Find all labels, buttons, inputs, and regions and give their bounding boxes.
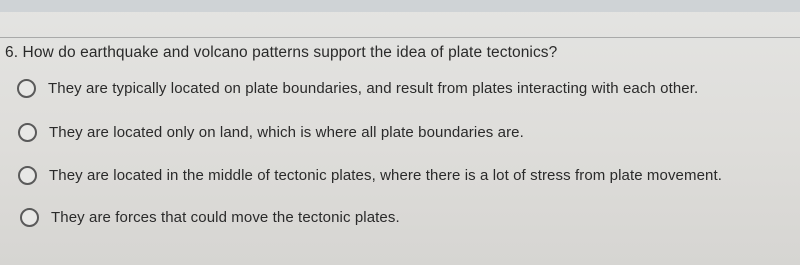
answer-option-1[interactable] [17,79,698,98]
answer-option-label: They are located only on land, which is where all plate boundaries are. [49,124,524,141]
radio-button-icon[interactable] [18,166,37,185]
answer-option-label: They are typically located on plate boundaries, and result from plates interacting with each other. [48,80,699,97]
answer-option-3[interactable] [18,166,722,185]
question-text: 6. How do earthquake and volcano patterns support the idea of plate tectonics? [5,44,558,61]
answer-option-label: They are forces that could move the tectonic plates. [51,209,400,226]
answer-option-label: They are located in the middle of tectonic plates, where there is a lot of stress from plate movement. [49,167,723,184]
answer-option-2[interactable] [18,123,524,142]
radio-button-icon[interactable] [20,208,39,227]
answer-option-4[interactable] [20,208,400,227]
radio-button-icon[interactable] [17,79,36,98]
radio-button-icon[interactable] [18,123,37,142]
